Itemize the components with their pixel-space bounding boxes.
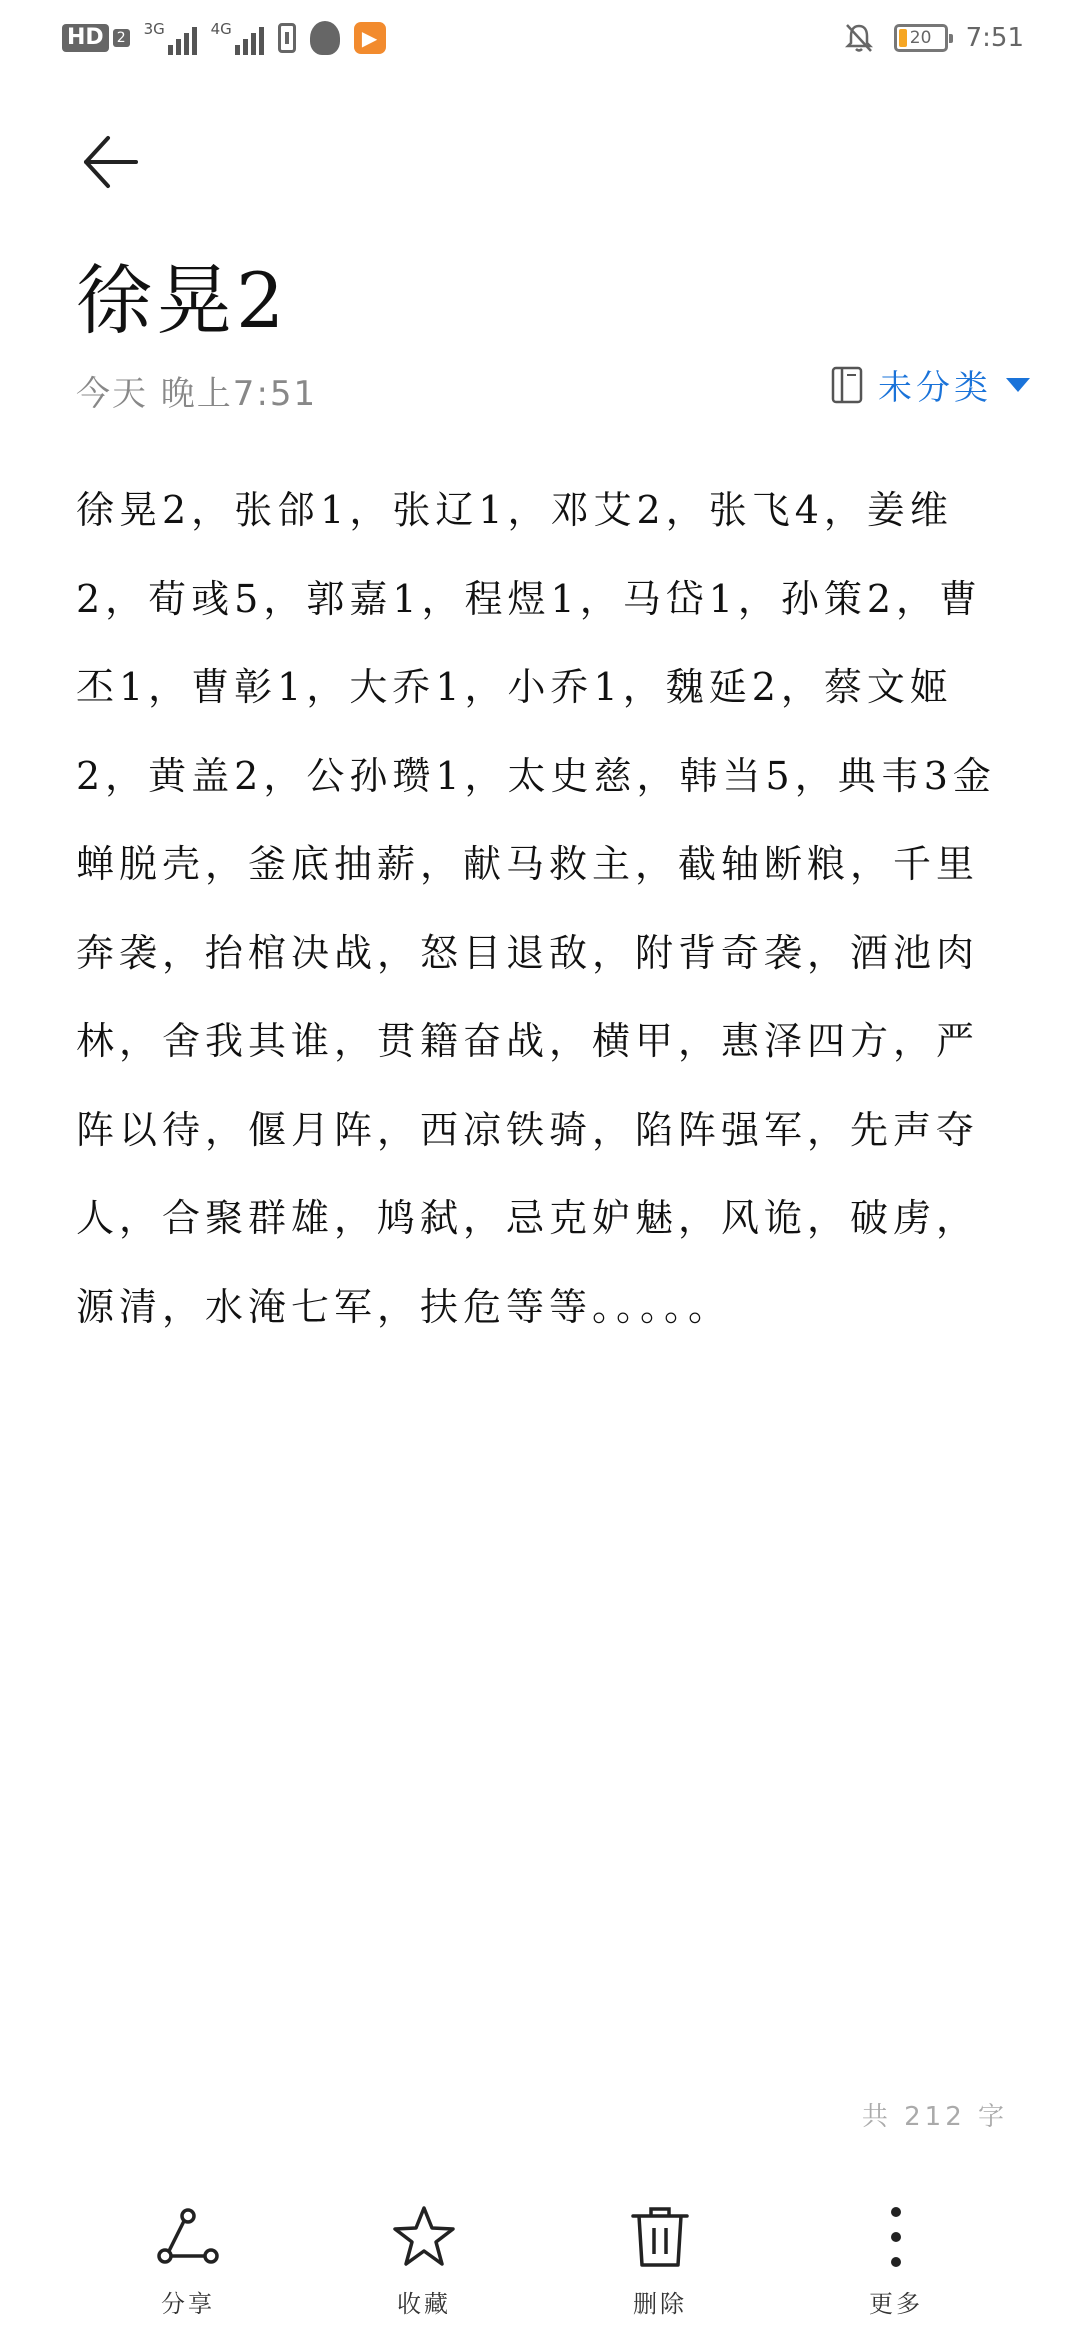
star-icon <box>391 2204 457 2270</box>
hd-label: HD <box>62 24 109 52</box>
hd-icon <box>62 24 130 52</box>
delete-label: 删除 <box>633 2290 687 2318</box>
status-bar-left <box>62 18 386 58</box>
favorite-button[interactable] <box>354 2204 494 2319</box>
more-vertical-icon <box>863 2204 929 2270</box>
chevron-down-icon <box>1006 378 1030 392</box>
note-body[interactable]: 徐晃2，张郃1，张辽1，邓艾2，张飞4，姜维2，荀彧5，郭嘉1，程煜1，马岱1，孙策2，曹丕1，曹彰1，大乔1，小乔1，魏延2，蔡文姬2，黄盖2，公孙瓒1，太史慈，韩当5，典韦3金蝉脱壳，釜底抽薪，献马救主，截轴断粮，千里奔袭，抬棺决战，怒目退敌，附背奇袭，酒池肉林，舍我其谁，贯籍奋战，横甲，惠泽四方，严阵以待，偃月阵，西凉铁骑，陷阵强军，先声夺人，合聚群雄，鸠弑，忌克妒魅，风诡，破虏，源清，水淹七军，扶危等等。。。。。 <box>76 488 996 1329</box>
status-time: 7:51 <box>965 23 1024 53</box>
status-bar <box>0 0 1080 76</box>
status-bar-right <box>842 18 1024 58</box>
qq-icon <box>310 21 340 55</box>
signal-icon <box>144 21 197 55</box>
back-button[interactable] <box>70 122 150 202</box>
trash-icon <box>627 2204 693 2270</box>
hd-sub-label: 2 <box>113 29 130 47</box>
video-app-icon: ▶ <box>354 22 386 54</box>
signal-4g-label: 4G <box>210 20 232 38</box>
category-selector[interactable] <box>830 360 1030 409</box>
battery-icon <box>894 24 948 52</box>
battery-level: 20 <box>909 28 932 48</box>
category-label: 未分类 <box>878 368 992 408</box>
bell-off-icon <box>842 21 876 55</box>
favorite-label: 收藏 <box>397 2290 451 2318</box>
share-icon <box>155 2204 221 2270</box>
more-button[interactable] <box>826 2204 966 2319</box>
sim-icon <box>278 23 296 53</box>
note-title[interactable]: 徐晃2 <box>76 256 289 345</box>
notebook-icon <box>830 365 864 405</box>
more-label: 更多 <box>869 2290 923 2318</box>
arrow-left-icon <box>78 130 142 194</box>
note-date: 今天 晚上7:51 <box>76 374 318 414</box>
char-count: 共 212 字 <box>861 2102 1008 2132</box>
bottom-toolbar <box>0 2190 1080 2340</box>
signal-icon <box>211 21 264 55</box>
delete-button[interactable] <box>590 2204 730 2319</box>
share-label: 分享 <box>161 2290 215 2318</box>
share-button[interactable] <box>118 2204 258 2319</box>
signal-3g-label: 3G <box>143 20 165 38</box>
